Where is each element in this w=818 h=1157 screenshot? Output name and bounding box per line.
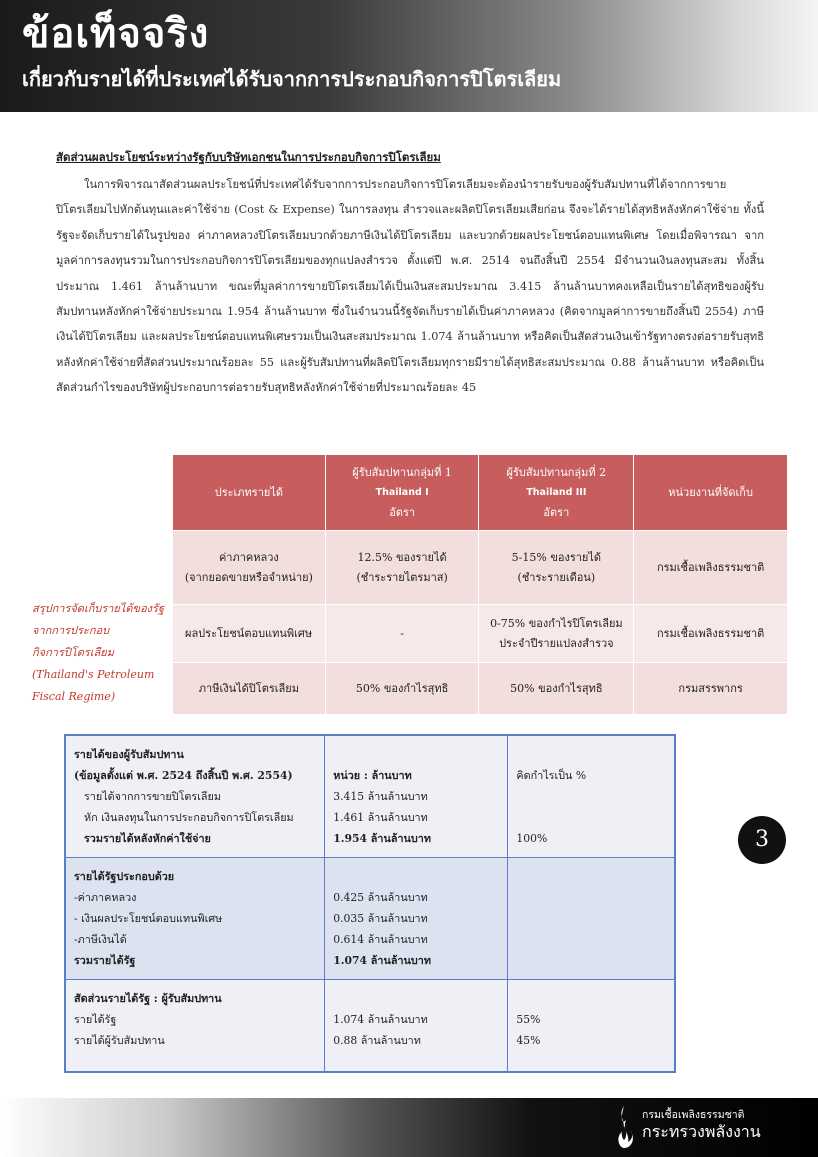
cell-thailand-1-rate: - xyxy=(325,605,479,663)
cell-agency: กรมเชื้อเพลิงธรรมชาติ xyxy=(634,531,788,605)
table-header-row xyxy=(173,455,788,531)
header-line: Thailand III xyxy=(526,486,587,498)
cell-thailand-1-rate xyxy=(325,531,479,605)
cell-income-type: ผลประโยชน์ตอบแทนพิเศษ xyxy=(173,605,326,663)
header-line: อัตรา xyxy=(543,505,570,519)
summary-item: หัก เงินลงทุนในการประกอบกิจการปิโตรเลียม xyxy=(84,811,294,824)
summary-values xyxy=(325,858,508,980)
profit-label: คิดกำไรเป็น % xyxy=(516,769,587,782)
fiscal-regime-table xyxy=(172,454,788,715)
footer-org-name: กรมเชื้อเพลิงธรรมชาติ xyxy=(642,1109,745,1121)
caption-line: จากการประกอบ xyxy=(32,624,110,637)
cell-income-type xyxy=(173,531,326,605)
block-subtitle: (ข้อมูลตั้งแต่ พ.ศ. 2524 ถึงสิ้นปี พ.ศ. 2554) xyxy=(74,769,293,782)
unit-label: หน่วย : ล้านบาท xyxy=(333,769,412,782)
header-line: อัตรา xyxy=(389,505,416,519)
summary-item: -ค่าภาคหลวง xyxy=(74,891,137,904)
caption-line: (Thailand's Petroleum xyxy=(32,668,155,681)
body-paragraph: ในการพิจารณาสัดส่วนผลประโยชน์ที่ประเทศได้รับจากการประกอบกิจการปิโตรเลียมจะต้องนำรายรับของผู้รับสัมปทานที่ได้จากการขายปิโตรเลียมไปหักต้นทุนและค่าใช้จ่าย (Cost & Expense) ในการลงทุน สำรวจและผลิตปิโตรเลียมเสียก่อน จึงจะได้รายได้สุทธิหลังหักค่าใช้จ่าย ทั้งนี้รัฐจะจัดเก็บรายได้ในรูปของ ค่าภาคหลวงปิโตรเลียมบวกด้วยภาษีเงินได้ปิโตรเลียม และบวกด้วยผลประโยชน์ตอบแทนพิเศษ โดยเมื่อพิจารณา จากมูลค่าการลงทุนรวมในการประกอบกิจการปิโตรเลียมของทุกแปลงสำรวจ ตั้งแต่ปี พ.ศ. 2514 จนถึงสิ้นปี 2554 มีจำนวนเงินลงทุนสะสม ทั้งสิ้นประมาณ 1.461 ล้านล้านบาท ขณะที่มูลค่าการขายปิโตรเลียมได้เป็นเงินสะสมประมาณ 3.415 ล้านล้านบาทคงเหลือเป็นรายได้สุทธิของผู้รับสัมปทานหลังหักค่าใช้จ่ายประมาณ 1.954 ล้านล้านบาท ซึ่งในจำนวนนี้รัฐจัดเก็บรายได้เป็นค่าภาคหลวง (คิดจากมูลค่าการขายถึงสิ้นปี 2554) ภาษีเงินได้ปิโตรเลียม และผลประโยชน์ตอบแทนพิเศษรวมเป็นเงินสะสมประมาณ 1.074 ล้านล้านบาท หรือคิดเป็นสัดส่วนเงินเข้ารัฐทางตรงต่อรายรับสุทธิหลังหักค่าใช้จ่ายที่สัดส่วนประมาณร้อยละ 55 และผู้รับสัมปทานที่ผลิตปิโตรเลียมทุกรายมีรายได้สุทธิสะสมประมาณ 0.88 ล้านล้านบาท หรือคิดเป็นสัดส่วนกำไรของบริษัทผู้ประกอบการต่อรายรับสุทธิหลังหักค่าใช้จ่ายที่ประมาณร้อยละ 45 xyxy=(56,178,764,395)
table-row xyxy=(173,605,788,663)
table-row xyxy=(173,663,788,715)
summary-value: 1.074 ล้านล้านบาท xyxy=(333,1013,428,1026)
summary-total-value: 1.954 ล้านล้านบาท xyxy=(333,832,431,845)
summary-percent xyxy=(508,735,675,858)
summary-values xyxy=(325,735,508,858)
fiscal-regime-caption xyxy=(32,598,172,708)
cell-thailand-3-rate: 50% ของกำไรสุทธิ xyxy=(479,663,634,715)
cell-line: (ชำระรายเดือน) xyxy=(517,570,596,584)
summary-block-ratio xyxy=(65,980,675,1072)
cell-thailand-1-rate: 50% ของกำไรสุทธิ xyxy=(325,663,479,715)
summary-labels xyxy=(65,858,325,980)
summary-value: 0.425 ล้านล้านบาท xyxy=(333,891,428,904)
cell-thailand-3-rate xyxy=(479,605,634,663)
summary-values xyxy=(325,980,508,1072)
flame-emblem-icon xyxy=(610,1104,638,1150)
cell-line: (จากยอดขายหรือจำหน่าย) xyxy=(184,570,313,584)
cell-line: ประจำปีรายแปลงสำรวจ xyxy=(499,636,614,650)
summary-value: 3.415 ล้านล้านบาท xyxy=(333,790,428,803)
cell-thailand-3-rate xyxy=(479,531,634,605)
page-subtitle: เกี่ยวกับรายได้ที่ประเทศได้รับจากการประกอบกิจการปิโตรเลียม xyxy=(22,67,562,91)
table-row xyxy=(173,531,788,605)
summary-labels xyxy=(65,980,325,1072)
cell-line: 12.5% ของรายได้ xyxy=(357,550,447,564)
cell-line: ค่าภาคหลวง xyxy=(218,550,279,564)
summary-block-state xyxy=(65,858,675,980)
cell-agency: กรมเชื้อเพลิงธรรมชาติ xyxy=(634,605,788,663)
header-line: ผู้รับสัมปทานกลุ่มที่ 2 xyxy=(506,465,607,479)
header-thailand-3 xyxy=(479,455,634,531)
caption-line: กิจการปิโตรเลียม xyxy=(32,646,114,659)
summary-value: 1.461 ล้านล้านบาท xyxy=(333,811,428,824)
section-heading: สัดส่วนผลประโยชน์ระหว่างรัฐกับบริษัทเอกชนในการประกอบกิจการปิโตรเลียม xyxy=(56,150,441,164)
summary-item: รายได้รัฐ xyxy=(74,1013,117,1026)
summary-percent xyxy=(508,858,675,980)
profit-total: 100% xyxy=(516,832,548,845)
cell-agency: กรมสรรพากร xyxy=(634,663,788,715)
summary-value: 0.88 ล้านล้านบาท xyxy=(333,1034,421,1047)
summary-percent xyxy=(508,980,675,1072)
footer-ministry-name: กระทรวงพลังงาน xyxy=(642,1122,761,1141)
summary-labels xyxy=(65,735,325,858)
summary-block-concessionaire xyxy=(65,735,675,858)
summary-total: รวมรายได้หลังหักค่าใช้จ่าย xyxy=(84,832,211,845)
summary-item: - เงินผลประโยชน์ตอบแทนพิเศษ xyxy=(74,912,223,925)
summary-item: รายได้จากการขายปิโตรเลียม xyxy=(84,790,221,803)
block-title: รายได้ของผู้รับสัมปทาน xyxy=(74,748,184,761)
cell-line: 5-15% ของรายได้ xyxy=(511,550,602,564)
page-title: ข้อเท็จจริง xyxy=(22,11,210,57)
summary-total-value: 1.074 ล้านล้านบาท xyxy=(333,954,431,967)
header-line: ผู้รับสัมปทานกลุ่มที่ 1 xyxy=(352,465,452,479)
header-thailand-1 xyxy=(325,455,479,531)
ratio-percent: 55% xyxy=(516,1013,541,1026)
cell-line: (ชำระรายไตรมาส) xyxy=(356,570,448,584)
summary-item: -ภาษีเงินได้ xyxy=(74,933,127,946)
summary-total: รวมรายได้รัฐ xyxy=(74,954,136,967)
caption-line: Fiscal Regime) xyxy=(32,690,116,703)
summary-item: รายได้ผู้รับสัมปทาน xyxy=(74,1034,165,1047)
page-header xyxy=(0,0,818,112)
summary-value: 0.035 ล้านล้านบาท xyxy=(333,912,428,925)
cell-line: 0-75% ของกำไรปิโตรเลียม xyxy=(490,616,623,630)
header-income-type: ประเภทรายได้ xyxy=(173,455,326,531)
cell-income-type: ภาษีเงินได้ปิโตรเลียม xyxy=(173,663,326,715)
block-title: รายได้รัฐประกอบด้วย xyxy=(74,870,175,883)
header-agency: หน่วยงานที่จัดเก็บ xyxy=(634,455,788,531)
page-number: 3 xyxy=(738,816,786,864)
summary-value: 0.614 ล้านล้านบาท xyxy=(333,933,428,946)
block-title: สัดส่วนรายได้รัฐ : ผู้รับสัมปทาน xyxy=(74,992,222,1005)
caption-line: สรุปการจัดเก็บรายได้ของรัฐ xyxy=(32,602,165,615)
revenue-summary-table xyxy=(64,734,676,1073)
header-line: Thailand I xyxy=(375,486,429,498)
ratio-percent: 45% xyxy=(516,1034,541,1047)
